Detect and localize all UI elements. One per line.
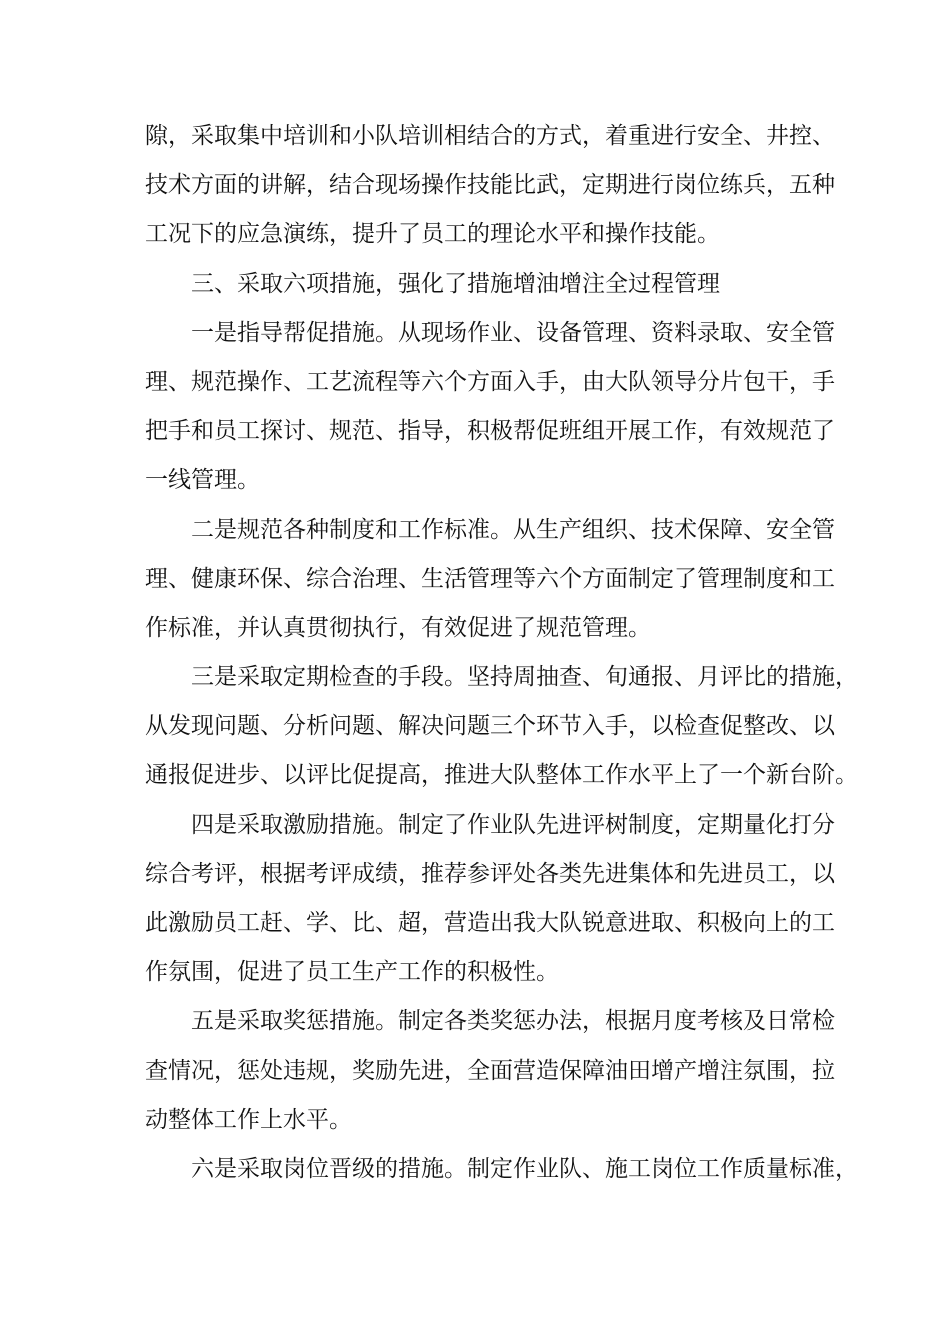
text-line: 理、规范操作、工艺流程等六个方面入手，由大队领导分片包干，手 — [145, 368, 835, 395]
text-line: 把手和员工探讨、规范、指导，积极帮促班组开展工作，有效规范了 — [145, 418, 835, 445]
text-line: 工况下的应急演练，提升了员工的理论水平和操作技能。 — [145, 221, 720, 248]
text-line: 六是采取岗位晋级的措施。制定作业队、施工岗位工作质量标准， — [191, 1155, 858, 1182]
text-line: 一线管理。 — [145, 467, 260, 494]
text-line: 五是采取奖惩措施。制定各类奖惩办法，根据月度考核及日常检 — [191, 1008, 835, 1035]
text-line: 作标准，并认真贯彻执行，有效促进了规范管理。 — [145, 614, 651, 641]
text-line: 查情况，惩处违规，奖励先进，全面营造保障油田增产增注氛围，拉 — [145, 1057, 835, 1084]
text-line: 一是指导帮促措施。从现场作业、设备管理、资料录取、安全管 — [191, 319, 835, 346]
text-line: 综合考评，根据考评成绩，推荐参评处各类先进集体和先进员工，以 — [145, 860, 835, 887]
document-body — [145, 112, 858, 1194]
text-line: 通报促进步、以评比促提高，推进大队整体工作水平上了一个新台阶。 — [145, 762, 858, 789]
text-line: 三是采取定期检查的手段。坚持周抽查、旬通报、月评比的措施， — [191, 664, 858, 691]
text-line: 动整体工作上水平。 — [145, 1106, 352, 1133]
text-line: 理、健康环保、综合治理、生活管理等六个方面制定了管理制度和工 — [145, 565, 835, 592]
text-line: 从发现问题、分析问题、解决问题三个环节入手，以检查促整改、以 — [145, 713, 835, 740]
text-line: 二是规范各种制度和工作标准。从生产组织、技术保障、安全管 — [191, 516, 835, 543]
text-line: 四是采取激励措施。制定了作业队先进评树制度，定期量化打分 — [191, 811, 835, 838]
text-line: 作氛围，促进了员工生产工作的积极性。 — [145, 959, 559, 986]
section-heading: 三、采取六项措施，强化了措施增油增注全过程管理 — [191, 270, 720, 297]
text-line: 隙，采取集中培训和小队培训相结合的方式，着重进行安全、井控、 — [145, 123, 835, 149]
text-line: 技术方面的讲解，结合现场操作技能比武，定期进行岗位练兵，五种 — [145, 172, 835, 199]
text-line: 此激励员工赶、学、比、超，营造出我大队锐意进取、积极向上的工 — [145, 910, 835, 936]
